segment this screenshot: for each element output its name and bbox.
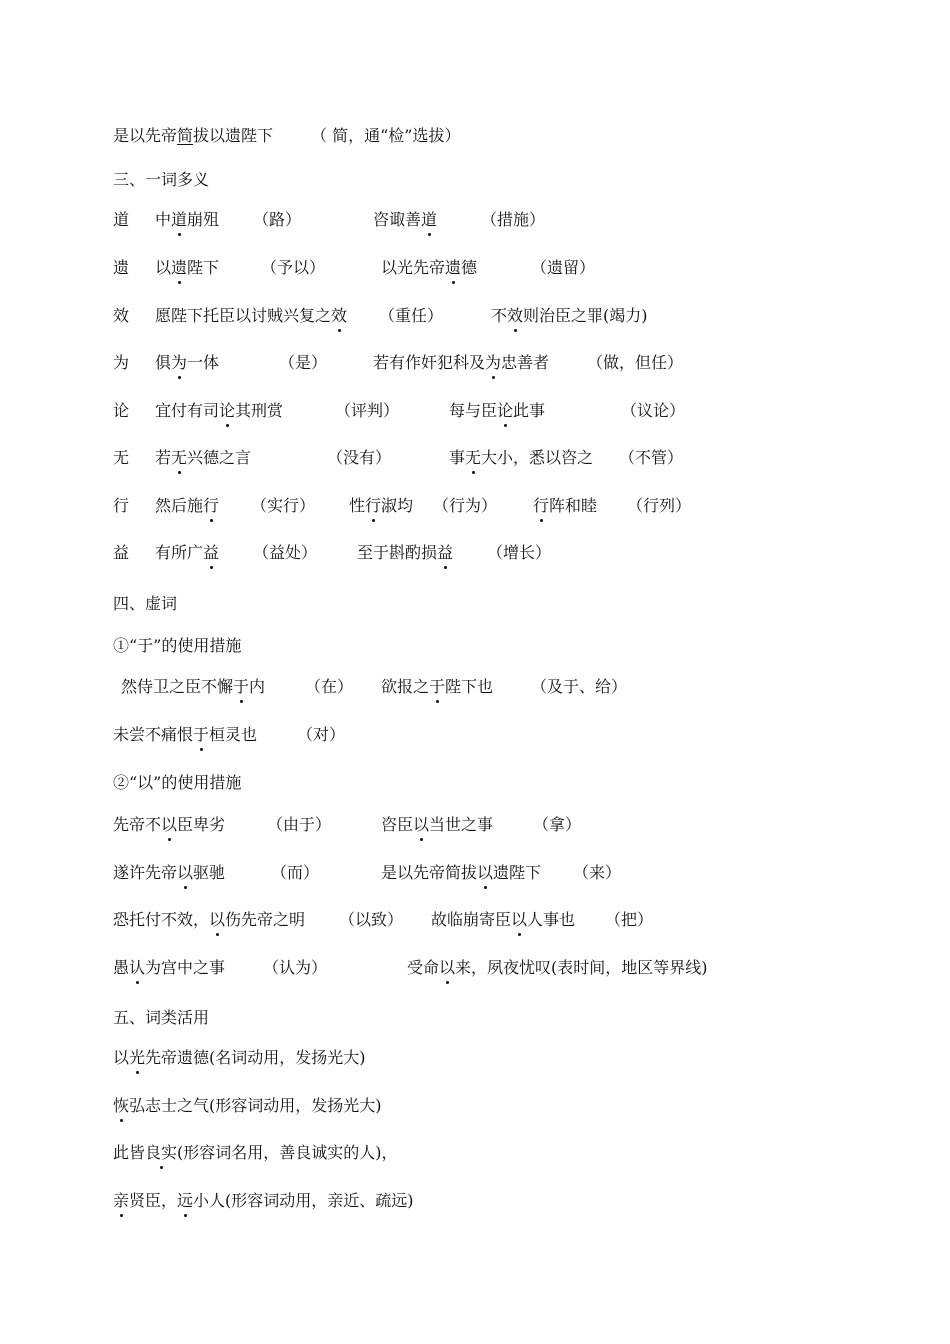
example-sentence: 愿陛下托臣以讨贼兴复之效	[155, 306, 348, 325]
target-word: 道	[113, 210, 130, 229]
gloss: （没有）	[327, 448, 392, 467]
emphasis-char: 效	[331, 306, 348, 325]
example-sentence: 恐托付不效，以伤先帝之明	[113, 910, 306, 929]
example-line: 此皆良实(形容词名用，善良诚实的人)，	[113, 1143, 398, 1162]
example-sentence: 不效则治臣之罪(竭力)	[491, 306, 648, 325]
gloss: （对）	[297, 725, 346, 744]
gloss: （是）	[279, 353, 328, 372]
emphasis-char: 良实	[145, 1143, 178, 1162]
target-word: 益	[113, 543, 130, 562]
gloss: （议论）	[621, 401, 686, 420]
emphasis-char: 遗	[171, 258, 188, 277]
gloss: （行列）	[627, 496, 692, 515]
emphasis-char: 以	[161, 815, 178, 834]
emphasis-char: 远	[177, 1191, 194, 1210]
gloss: （认为）	[263, 958, 328, 977]
emphasis-char: 益	[437, 543, 454, 562]
gloss: （重任）	[379, 306, 444, 325]
emphasis-char: 以	[177, 863, 194, 882]
example-sentence: 然侍卫之臣不懈于内	[121, 677, 266, 696]
gloss: （及于、给）	[531, 677, 628, 696]
text-segment: 拔以遗陛下	[193, 126, 274, 145]
example-sentence: 未尝不痛恨于桓灵也	[113, 725, 258, 744]
underlined-char: 简	[177, 126, 194, 145]
example-sentence: 以遗陛下	[155, 258, 220, 277]
example-sentence: 行阵和睦	[533, 496, 598, 515]
gloss: （增长）	[487, 543, 552, 562]
target-word: 论	[113, 401, 130, 420]
example-sentence: 受命以来，夙夜忧叹(表时间，地区等界线)	[407, 958, 708, 977]
emphasis-char: 亲	[113, 1191, 130, 1210]
example-sentence: 每与臣论此事	[449, 401, 546, 420]
gloss: （实行）	[251, 496, 316, 515]
emphasis-char: 光	[129, 1048, 146, 1067]
subsection-heading: ②“以”的使用措施	[113, 773, 242, 792]
example-sentence: 有所广益	[155, 543, 220, 562]
example-sentence: 咨诹善道	[373, 210, 438, 229]
example-sentence: 先帝不以臣卑劣	[113, 815, 226, 834]
target-word: 为	[113, 353, 130, 372]
example-sentence: 咨臣以当世之事	[381, 815, 494, 834]
emphasis-char: 为	[171, 353, 188, 372]
example-line: 以光先帝遗德(名词动用，发扬光大)	[113, 1048, 366, 1067]
gloss: （做，但任）	[587, 353, 684, 372]
example-sentence: 宜付有司论其刑赏	[155, 401, 284, 420]
gloss: （由于）	[267, 815, 332, 834]
example-sentence: 欲报之于陛下也	[381, 677, 494, 696]
gloss: （在）	[305, 677, 354, 696]
example-sentence: 中道崩殂	[155, 210, 220, 229]
section-heading: 四、虚词	[113, 594, 178, 613]
gloss: （来）	[573, 863, 622, 882]
emphasis-char: 行	[365, 496, 382, 515]
emphasis-char: 以	[209, 910, 226, 929]
example-sentence: 遂许先帝以驱驰	[113, 863, 226, 882]
example-sentence: 俱为一体	[155, 353, 220, 372]
emphasis-char: 论	[219, 401, 236, 420]
example-sentence: 然后施行	[155, 496, 220, 515]
target-word: 行	[113, 496, 130, 515]
emphasis-char: 为	[485, 353, 502, 372]
text-segment: 是以先帝	[113, 126, 178, 145]
emphasis-char: 道	[421, 210, 438, 229]
example-sentence: 以光先帝遗德	[381, 258, 478, 277]
example-sentence: 若有作奸犯科及为忠善者	[373, 353, 550, 372]
example-sentence: 愚认为宫中之事	[113, 958, 226, 977]
text-line	[113, 126, 461, 146]
example-sentence: 若无兴德之言	[155, 448, 252, 467]
emphasis-char: 益	[203, 543, 220, 562]
target-word: 遗	[113, 258, 130, 277]
emphasis-char: 效	[507, 306, 524, 325]
emphasis-char: 无	[465, 448, 482, 467]
example-sentence: 事无大小，悉以咨之	[449, 448, 594, 467]
gloss: （益处）	[253, 543, 318, 562]
gloss: （予以）	[261, 258, 326, 277]
emphasis-char: 道	[171, 210, 188, 229]
emphasis-char: 遗	[445, 258, 462, 277]
emphasis-char: 于	[429, 677, 446, 696]
example-sentence: 故临崩寄臣以人事也	[431, 910, 576, 929]
target-word: 无	[113, 448, 130, 467]
example-sentence: 性行淑均	[349, 496, 414, 515]
emphasis-char: 行	[203, 496, 220, 515]
example-sentence: 至于斟酌损益	[357, 543, 454, 562]
emphasis-char: 认	[129, 958, 146, 977]
gloss: （评判）	[335, 401, 400, 420]
emphasis-char: 论	[497, 401, 514, 420]
emphasis-char: 以	[511, 910, 528, 929]
annotation: （ 简，通“检”选拔）	[311, 126, 461, 145]
gloss: （路）	[253, 210, 302, 229]
section-heading: 三、一词多义	[113, 170, 210, 189]
subsection-heading: ①“于”的使用措施	[113, 636, 242, 655]
emphasis-char: 于	[193, 725, 210, 744]
section-heading: 五、词类活用	[113, 1008, 210, 1027]
emphasis-char: 以	[477, 863, 494, 882]
emphasis-char: 以	[413, 815, 430, 834]
emphasis-char: 于	[233, 677, 250, 696]
gloss: （遗留）	[531, 258, 596, 277]
gloss: （以致）	[339, 910, 404, 929]
gloss: （措施）	[481, 210, 546, 229]
emphasis-char: 以	[439, 958, 456, 977]
emphasis-char: 恢	[113, 1096, 130, 1115]
gloss: （不管）	[619, 448, 684, 467]
example-line: 恢弘志士之气(形容词动用，发扬光大)	[113, 1096, 382, 1115]
gloss: （而）	[271, 863, 320, 882]
emphasis-char: 行	[533, 496, 550, 515]
gloss: （把）	[605, 910, 654, 929]
emphasis-char: 无	[171, 448, 188, 467]
target-word: 效	[113, 306, 130, 325]
example-sentence: 是以先帝简拔以遗陛下	[381, 863, 542, 882]
gloss: （行为）	[433, 496, 498, 515]
gloss: （拿）	[533, 815, 582, 834]
example-line: 亲贤臣，远小人(形容词动用，亲近、疏远)	[113, 1191, 414, 1210]
